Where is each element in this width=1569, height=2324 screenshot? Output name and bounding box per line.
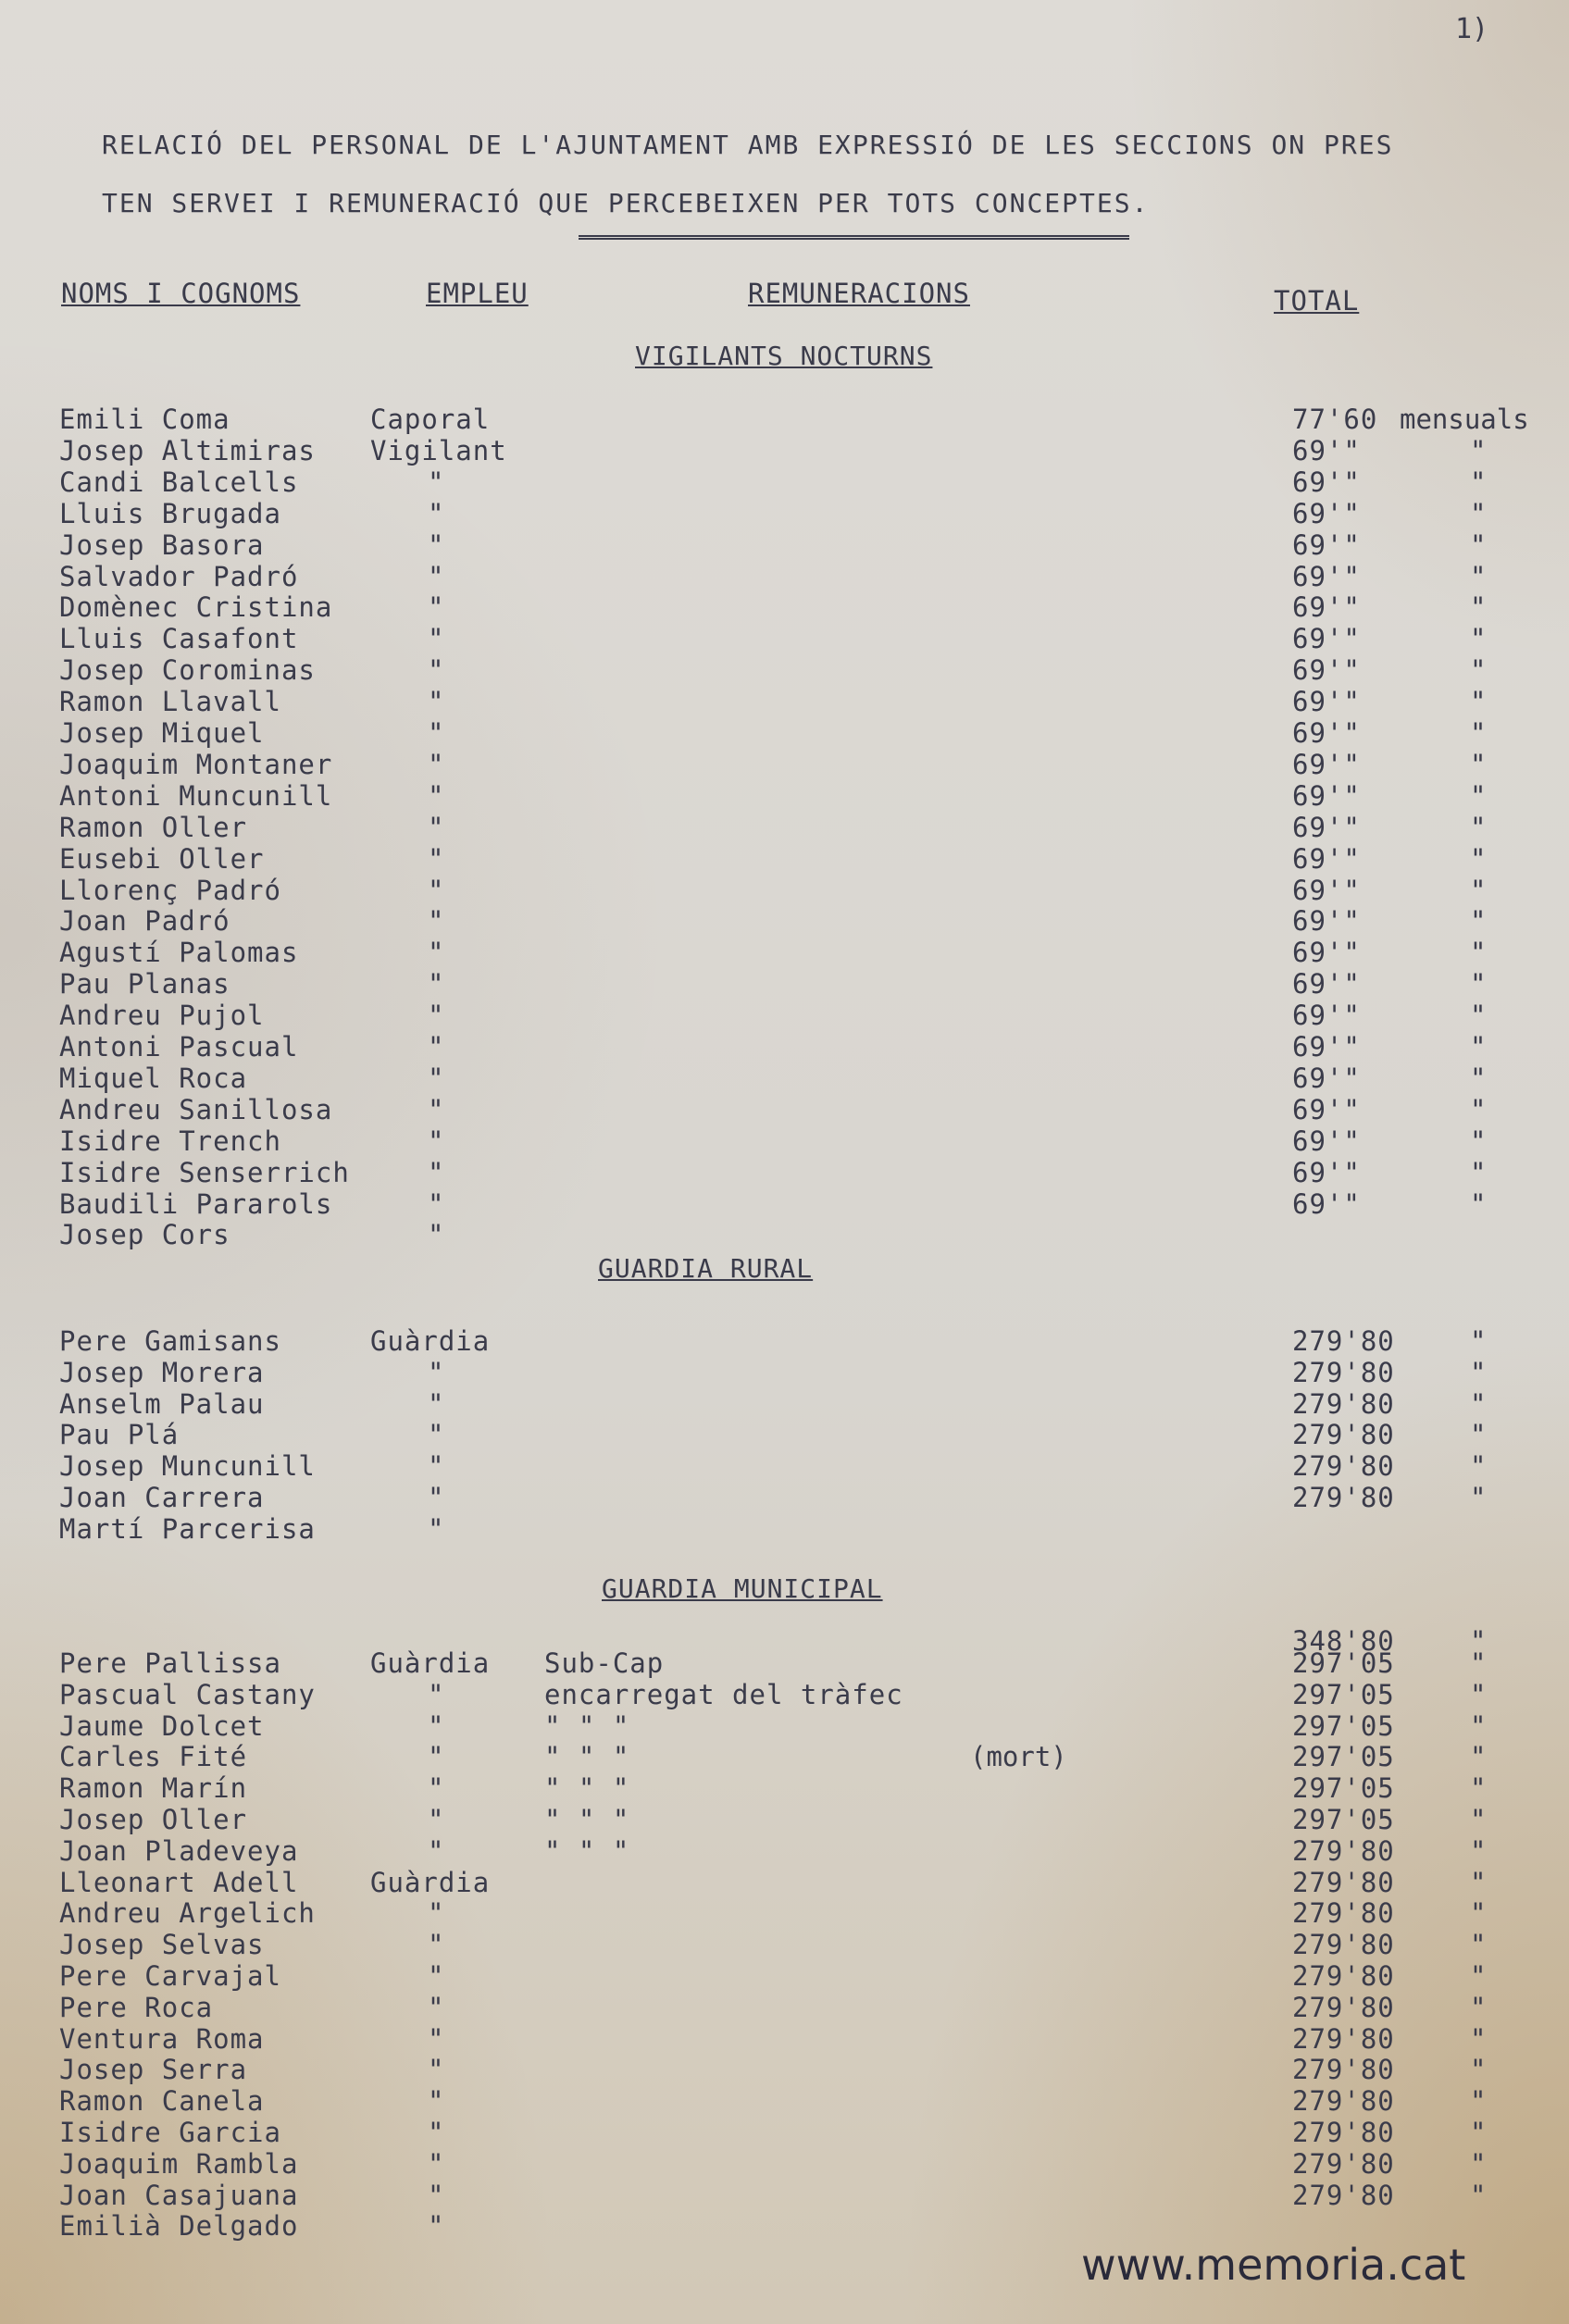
job-title: " [428,560,445,592]
job-title: " [428,1062,445,1094]
job-title: " [428,937,445,969]
person-name: Josep Muncunill [59,1450,316,1483]
unit-value: " [1470,1678,1487,1710]
total-value: 69'" [1292,717,1361,749]
table-row [0,561,1569,592]
person-name: Lleonart Adell [59,1866,299,1898]
total-value: 279'80 [1292,2022,1395,2055]
job-title: Caporal [370,404,491,435]
unit-value: " [1470,466,1487,498]
table-row [0,2117,1569,2148]
job-title: " [428,717,445,749]
table-row [0,780,1569,812]
total-value: 69'" [1292,623,1361,655]
table-row [0,2210,1569,2242]
table-row [0,1992,1569,2023]
section-heading-municipal: GUARDIA MUNICIPAL [602,1573,883,1604]
unit-value: " [1470,1772,1487,1805]
header-remunerations: REMUNERACIONS [748,278,970,309]
table-row [0,1960,1569,1992]
person-name: Pau Plá [59,1419,180,1451]
table-row [0,1325,1569,1357]
total-value: 348'80 [1292,1625,1395,1657]
unit-value: " [1470,591,1487,624]
job-title: Guàrdia [370,1647,491,1679]
person-name: Josep Corominas [59,654,316,687]
unit-value: " [1470,434,1487,466]
table-row [0,937,1569,968]
total-value: 69'" [1292,968,1361,1000]
person-name: Joan Casajuana [59,2179,299,2211]
person-name: Ramon Oller [59,811,248,843]
total-value: 69'" [1292,654,1361,687]
page-number: 1) [1455,13,1489,45]
header-name: NOMS I COGNOMS [61,278,301,309]
total-value: 297'05 [1292,1647,1395,1679]
unit-value: " [1470,497,1487,529]
unit-value: " [1470,528,1487,561]
unit-value: " [1470,968,1487,1000]
watermark: www.memoria.cat [1081,2240,1466,2290]
total-value: 69'" [1292,497,1361,529]
person-name: Antoni Pascual [59,1031,299,1063]
total-value: 279'80 [1292,1929,1395,1961]
person-name: Andreu Pujol [59,1000,265,1032]
table-row [0,591,1569,623]
total-value: 279'80 [1292,1866,1395,1898]
total-value: 297'05 [1292,1709,1395,1742]
table-row [0,717,1569,749]
job-title: " [428,842,445,875]
remuneration-note: encarregat del tràfec [544,1678,903,1710]
total-value: 297'05 [1292,1772,1395,1805]
total-value: 69'" [1292,1187,1361,1220]
unit-value: " [1470,1960,1487,1992]
job-title: " [428,1093,445,1125]
total-value: 69'" [1292,1156,1361,1188]
job-title: " [428,905,445,938]
unit-value: " [1470,2085,1487,2118]
person-name: Ramon Llavall [59,686,281,718]
table-row [0,623,1569,654]
unit-value: " [1470,2054,1487,2086]
job-title: Guàrdia [370,1325,491,1357]
table-row [0,1031,1569,1063]
table-row [0,686,1569,717]
unit-value: " [1470,1031,1487,1063]
table-row [0,1357,1569,1388]
job-title: " [428,2054,445,2086]
job-title: " [428,1772,445,1805]
person-name: Pascual Castany [59,1678,316,1710]
table-row [0,1710,1569,1742]
person-name: Josep Altimiras [59,434,316,466]
table-row [0,1482,1569,1513]
person-name: Salvador Padró [59,560,299,592]
job-title: " [428,1741,445,1773]
table-row [0,1513,1569,1545]
job-title: " [428,497,445,529]
unit-value: " [1470,623,1487,655]
person-name: Pau Planas [59,968,230,1000]
unit-value: " [1470,1356,1487,1388]
person-name: Josep Cors [59,1219,230,1251]
job-title: " [428,1929,445,1961]
table-row [0,1157,1569,1188]
unit-value: " [1470,1482,1487,1513]
table-row [0,1835,1569,1867]
job-title: " [428,2117,445,2148]
table-row [0,2180,1569,2211]
job-title: " [428,1356,445,1388]
unit-value: " [1470,842,1487,875]
person-name: Ramon Marín [59,1772,248,1805]
total-value: 279'80 [1292,1897,1395,1930]
remuneration-note: " " " [544,1834,630,1867]
total-value: 77'60 [1292,404,1378,435]
table-row [0,466,1569,498]
job-title: " [428,874,445,906]
table-row [0,1741,1569,1772]
total-value: 69'" [1292,686,1361,718]
total-value: 69'" [1292,1125,1361,1157]
person-name: Emilià Delgado [59,2210,299,2243]
table-row [0,1388,1569,1420]
table-row [0,1772,1569,1804]
table-row [0,968,1569,1000]
table-row [0,1000,1569,1031]
unit-value: " [1470,686,1487,718]
total-value: 279'80 [1292,1325,1395,1357]
unit-value: " [1470,779,1487,812]
header-job: EMPLEU [426,278,529,309]
remuneration-note: Sub-Cap [544,1647,665,1679]
job-title: " [428,591,445,624]
job-title: " [428,1419,445,1451]
job-title: " [428,779,445,812]
person-name: Anselm Palau [59,1387,265,1420]
job-title: " [428,2210,445,2243]
job-title: " [428,1031,445,1063]
unit-value: " [1470,1991,1487,2023]
job-title: " [428,528,445,561]
person-name: Joan Carrera [59,1482,265,1513]
remark: (mort) [970,1741,1067,1773]
person-name: Lluis Casafont [59,623,299,655]
table-row [0,1679,1569,1710]
remuneration-note: " " " [544,1741,630,1773]
table-row [0,1125,1569,1157]
job-title: Vigilant [370,434,507,466]
total-value: 279'80 [1292,2054,1395,2086]
person-name: Miquel Roca [59,1062,248,1094]
unit-value: " [1470,1419,1487,1451]
total-value: 279'80 [1292,1991,1395,2023]
person-name: Joaquim Rambla [59,2147,299,2180]
unit-value: " [1470,2117,1487,2148]
unit-value: " [1470,1450,1487,1483]
job-title: " [428,1512,445,1545]
person-name: Joaquim Montaner [59,748,333,780]
unit-value: " [1470,1897,1487,1930]
unit-value: " [1470,937,1487,969]
total-value: 69'" [1292,434,1361,466]
job-title: " [428,811,445,843]
table-row [0,435,1569,466]
job-title: " [428,1482,445,1513]
person-name: Joan Padró [59,905,230,938]
person-name: Eusebi Oller [59,842,265,875]
table-row [0,812,1569,843]
total-value: 69'" [1292,1062,1361,1094]
total-value: 279'80 [1292,2117,1395,2148]
person-name: Lluis Brugada [59,497,281,529]
person-name: Domènec Cristina [59,591,333,624]
person-name: Martí Parcerisa [59,1512,316,1545]
total-value: 69'" [1292,937,1361,969]
person-name: Jaume Dolcet [59,1709,265,1742]
table-row [0,529,1569,561]
total-value: 279'80 [1292,1450,1395,1483]
total-value: 279'80 [1292,2179,1395,2211]
job-title: " [428,654,445,687]
unit-value: " [1470,1741,1487,1773]
table-row [0,1063,1569,1094]
remuneration-note: " " " [544,1804,630,1835]
unit-value: " [1470,1804,1487,1835]
total-value: 69'" [1292,591,1361,624]
table-row [0,498,1569,529]
total-value: 279'80 [1292,1834,1395,1867]
person-name: Josep Miquel [59,717,265,749]
person-name: Emili Coma [59,404,230,435]
job-title: " [428,1156,445,1188]
job-title: " [428,1991,445,2023]
total-value: 69'" [1292,528,1361,561]
unit-value: " [1470,1093,1487,1125]
table-row [0,905,1569,937]
job-title: Guàrdia [370,1866,491,1898]
person-name: Agustí Palomas [59,937,299,969]
title-line-1: RELACIÓ DEL PERSONAL DE L'AJUNTAMENT AMB EXPRESSIÓ DE LES SECCIONS ON PRES [102,130,1394,160]
job-title: " [428,1897,445,1930]
unit-value: " [1470,2179,1487,2211]
job-title: " [428,1804,445,1835]
section-heading-rural: GUARDIA RURAL [598,1253,814,1284]
table-row [0,2023,1569,2055]
person-name: Josep Selvas [59,1929,265,1961]
total-value: 69'" [1292,779,1361,812]
remuneration-note: " " " [544,1709,630,1742]
unit-value: " [1470,748,1487,780]
unit-value: " [1470,874,1487,906]
job-title: " [428,2179,445,2211]
unit-value: " [1470,1929,1487,1961]
table-row [0,2148,1569,2180]
table-row [0,1647,1569,1679]
job-title: " [428,1219,445,1251]
unit-value: " [1470,2147,1487,2180]
total-value: 69'" [1292,1000,1361,1032]
table-row [0,1419,1569,1450]
job-title: " [428,1834,445,1867]
person-name: Pere Pallissa [59,1647,281,1679]
section-heading-vigilants: VIGILANTS NOCTURNS [635,341,933,371]
job-title: " [428,1000,445,1032]
unit-value: " [1470,1709,1487,1742]
job-title: " [428,623,445,655]
job-title: " [428,466,445,498]
person-name: Llorenç Padró [59,874,281,906]
person-name: Pere Gamisans [59,1325,281,1357]
title-line-2: TEN SERVEI I REMUNERACIÓ QUE PERCEBEIXEN PER TOTS CONCEPTES. [102,188,1150,218]
unit-value: " [1470,2022,1487,2055]
total-value: 69'" [1292,811,1361,843]
job-title: " [428,686,445,718]
person-name: Carles Fité [59,1741,248,1773]
unit-value: mensuals [1400,404,1529,435]
person-name: Andreu Sanillosa [59,1093,333,1125]
table-row [0,1867,1569,1898]
job-title: " [428,1187,445,1220]
table-row [0,843,1569,875]
unit-value: " [1470,1062,1487,1094]
person-name: Isidre Garcia [59,2117,281,2148]
table-row [0,654,1569,686]
header-total: TOTAL [1274,285,1360,317]
person-name: Baudili Pararols [59,1187,333,1220]
table-row [0,1094,1569,1125]
total-value: 69'" [1292,842,1361,875]
job-title: " [428,1709,445,1742]
table-row [0,1897,1569,1929]
table-row [0,2054,1569,2085]
job-title: " [428,1450,445,1483]
person-name: Josep Oller [59,1804,248,1835]
total-value: 69'" [1292,1093,1361,1125]
unit-value: " [1470,811,1487,843]
unit-value: " [1470,1156,1487,1188]
person-name: Joan Pladeveya [59,1834,299,1867]
remuneration-note: " " " [544,1772,630,1805]
job-title: " [428,968,445,1000]
unit-value: " [1470,1325,1487,1357]
person-name: Josep Serra [59,2054,248,2086]
table-row [0,875,1569,906]
person-name: Josep Basora [59,528,265,561]
job-title: " [428,1125,445,1157]
unit-value: " [1470,1866,1487,1898]
person-name: Isidre Trench [59,1125,281,1157]
total-value: 69'" [1292,466,1361,498]
table-row [0,1450,1569,1482]
unit-value: " [1470,560,1487,592]
table-row [0,404,1569,435]
total-value: 279'80 [1292,2085,1395,2118]
total-value: 69'" [1292,560,1361,592]
total-value: 279'80 [1292,1356,1395,1388]
job-title: " [428,2147,445,2180]
person-name: Ventura Roma [59,2022,265,2055]
unit-value: " [1470,905,1487,938]
person-name: Pere Roca [59,1991,214,2023]
job-title: " [428,2085,445,2118]
total-value: 279'80 [1292,2147,1395,2180]
total-value: 279'80 [1292,1387,1395,1420]
total-value: 69'" [1292,905,1361,938]
job-title: " [428,1960,445,1992]
table-row [0,749,1569,780]
table-row [0,1804,1569,1835]
job-title: " [428,748,445,780]
unit-value: " [1470,654,1487,687]
table-row [0,1929,1569,1960]
total-value: 279'80 [1292,1419,1395,1451]
table-row [0,1188,1569,1220]
total-value: 69'" [1292,1031,1361,1063]
unit-value: " [1470,1000,1487,1032]
person-name: Pere Carvajal [59,1960,281,1992]
total-value: 69'" [1292,874,1361,906]
table-row [0,2085,1569,2117]
job-title: " [428,2022,445,2055]
job-title: " [428,1678,445,1710]
unit-value: " [1470,1125,1487,1157]
person-name: Josep Morera [59,1356,265,1388]
unit-value: " [1470,1625,1487,1657]
person-name: Ramon Canela [59,2085,265,2118]
total-value: 279'80 [1292,1960,1395,1992]
person-name: Isidre Senserrich [59,1156,350,1188]
total-value: 69'" [1292,748,1361,780]
total-value: 297'05 [1292,1678,1395,1710]
total-value: 297'05 [1292,1804,1395,1835]
total-value: 279'80 [1292,1482,1395,1513]
table-row [0,1219,1569,1250]
person-name: Andreu Argelich [59,1897,316,1930]
person-name: Antoni Muncunill [59,779,333,812]
total-value: 297'05 [1292,1741,1395,1773]
unit-value: " [1470,1647,1487,1679]
person-name: Candi Balcells [59,466,299,498]
unit-value: " [1470,717,1487,749]
unit-value: " [1470,1834,1487,1867]
title-underline [579,235,1129,240]
unit-value: " [1470,1187,1487,1220]
unit-value: " [1470,1387,1487,1420]
job-title: " [428,1387,445,1420]
